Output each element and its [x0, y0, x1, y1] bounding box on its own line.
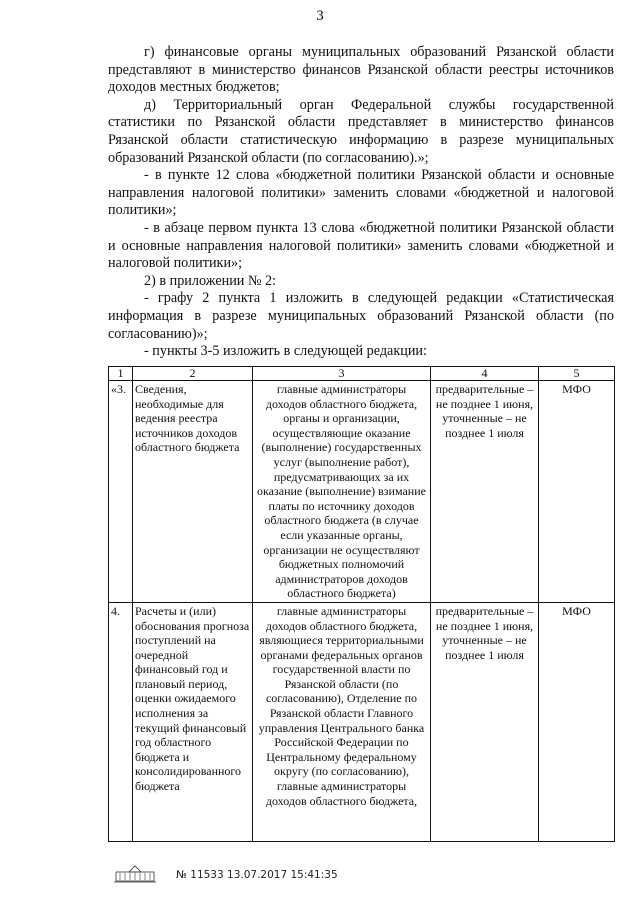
column-header: 3 — [253, 367, 431, 381]
paragraph: - графу 2 пункта 1 изложить в следующей редакции «Статистическая информация в разрезе муниципальных образований Рязанской области (по согласованию)»; — [108, 290, 614, 342]
table-header-row — [109, 367, 615, 381]
column-header: 5 — [539, 367, 615, 381]
recipient-cell: МФО — [539, 602, 615, 841]
number-sign: № — [176, 869, 187, 881]
document-number: 11533 — [190, 869, 224, 881]
row-number: «3. — [109, 381, 133, 603]
paragraph: 2) в приложении № 2: — [144, 272, 277, 289]
paragraph: д) Территориальный орган Федеральной службы государственной статистики по Рязанской области представляет в министерство финансов Рязанской области статистическую информацию в разрезе муниципальных образований Рязанской области (по согласованию).»; — [108, 96, 614, 166]
recipient-cell: МФО — [539, 381, 615, 603]
page-number: 3 — [316, 8, 324, 24]
responsible-cell: главные администраторы доходов областного бюджета, являющиеся территориальными органами федеральных органов государственной власти по Рязанской области (по согласованию), Отделение по Рязанской области Главного управления Центрального банка Российской Федерации по Центральному федеральному округу (по согласованию), главные администраторы доходов областного бюджета, — [253, 602, 431, 841]
info-name-cell: Сведения, необходимые для ведения реестра источников доходов областного бюджета — [133, 381, 253, 603]
building-emblem-icon — [112, 864, 158, 884]
document-footer — [112, 864, 412, 886]
column-header: 2 — [133, 367, 253, 381]
paragraph: - в абзаце первом пункта 13 слова «бюджетной политики Рязанской области и основные направления налоговой политики» заменить словами «бюджетной и налоговой политики»; — [108, 219, 614, 272]
column-header: 1 — [109, 367, 133, 381]
paragraph: - в пункте 12 слова «бюджетной политики Рязанской области и основные направления налоговой политики» заменить словами «бюджетной и налоговой политики»; — [108, 167, 614, 219]
timestamp: 13.07.2017 15:41:35 — [227, 869, 338, 881]
deadline-cell: предварительные – не позднее 1 июня, уточненные – не позднее 1 июля — [431, 602, 539, 841]
responsible-cell: главные администраторы доходов областного бюджета, органы и организации, осуществляющие оказание (выполнение) государственных услуг (выполнение работ), предусматривающих за их оказание (выполнение) взимание платы по источнику доходов областного бюджета (в случае если указанные органы, организации не осуществляют бюджетных полномочий администраторов доходов областного бюджета) — [253, 381, 431, 603]
deadline-cell: предварительные – не позднее 1 июня, уточненные – не позднее 1 июля — [431, 381, 539, 603]
document-body — [108, 44, 614, 361]
column-header: 4 — [431, 367, 539, 381]
paragraph: г) финансовые органы муниципальных образований Рязанской области представляют в министерство финансов Рязанской области реестры источников доходов местных бюджетов; — [108, 44, 614, 96]
paragraph: - пункты 3-5 изложить в следующей редакции: — [144, 343, 427, 360]
registration-stamp — [176, 869, 338, 881]
row-number: 4. — [109, 602, 133, 841]
table-row — [109, 602, 615, 841]
info-name-cell: Расчеты и (или) обоснования прогноза поступлений на очередной финансовый год и плановый период, оценки ожидаемого исполнения за текущий финансовый год областного бюджета и консолидированного бюджета — [133, 602, 253, 841]
appendix-table — [108, 366, 615, 842]
table-row — [109, 381, 615, 603]
